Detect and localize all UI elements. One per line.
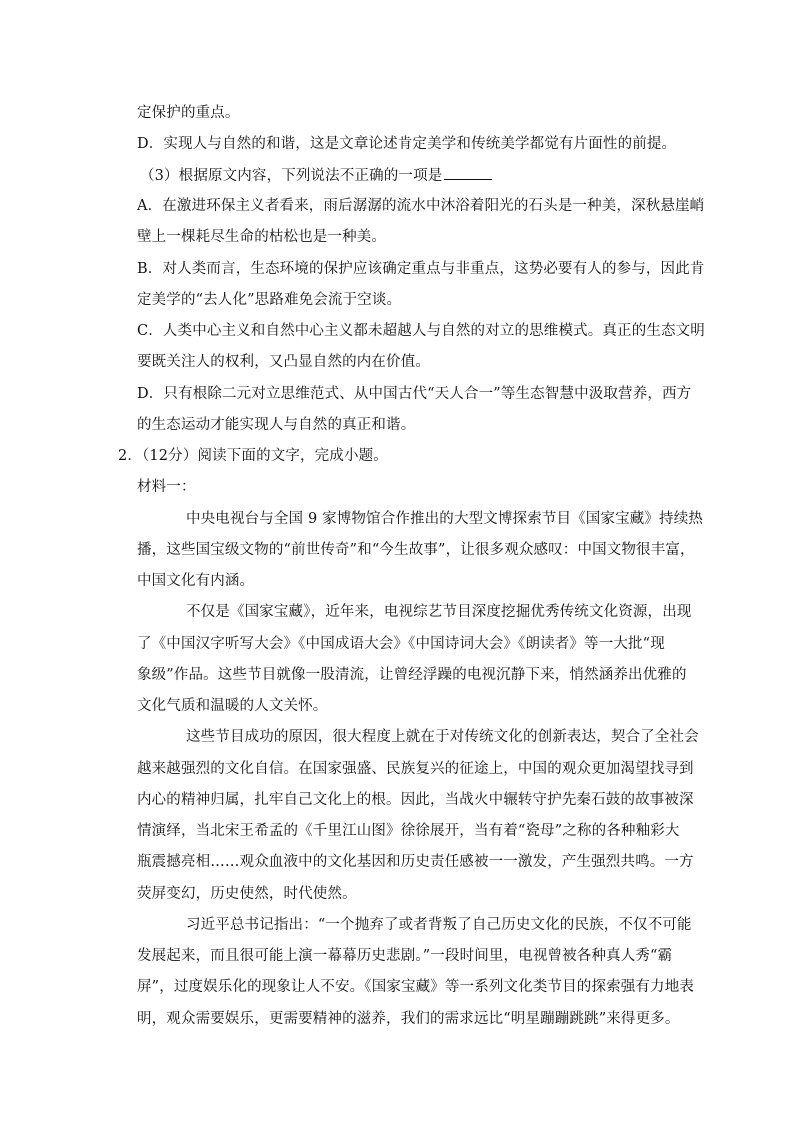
paragraph-2-line4: 文化气质和温暖的人文关怀。 <box>137 698 328 714</box>
option-b-line2: 定美学的“去人化”思路难免会流于空谈。 <box>137 292 402 308</box>
option-b-line1: B．对人类而言，生态环境的保护应该确定重点与非重点，这势必要有人的参与，因此肯 <box>137 261 705 277</box>
option-c-line2: 要既关注人的权利，又凸显自然的内在价值。 <box>137 354 430 370</box>
paragraph-2-line1: 不仅是《国家宝藏》，近年来，电视综艺节目深度挖掘优秀传统文化资源，出现 <box>186 604 692 620</box>
paragraph-2-line2: 了《中国汉字听写大会》《中国成语大会》《中国诗词大会》《朗读者》等一大批“现 <box>137 636 665 652</box>
question-2-header: 2．（12分）阅读下面的文字，完成小题。 <box>118 448 388 464</box>
paragraph-1-line2: 播，这些国宝级文物的“前世传奇”和“今生故事”，让很多观众感叹：中国文物很丰富， <box>137 542 695 558</box>
answer-blank <box>444 165 492 180</box>
option-d-line2: 的生态运动才能实现人与自然的真正和谐。 <box>137 417 416 433</box>
option-a-line2: 壁上一棵耗尽生命的枯松也是一种美。 <box>137 229 387 245</box>
option-d-prev: D．实现人与自然的和谐，这是文章论述肯定美学和传统美学都觉有片面性的前提。 <box>137 136 677 152</box>
option-c-line1: C．人类中心主义和自然中心主义都未超越人与自然的对立的思维模式。真正的生态文明 <box>137 323 705 339</box>
paragraph-3-line6: 荧屏变幻，历史使然，时代使然。 <box>137 886 357 902</box>
material-label: 材料一： <box>137 479 196 495</box>
paragraph-4-line3: 屏”，过度娱乐化的现象让人不安。《国家宝藏》等一系列文化类节目的探索强有力地表 <box>137 979 695 995</box>
paragraph-1-line3: 中国文化有内涵。 <box>137 573 255 589</box>
paragraph-2-line3: 象级”作品。这些节目就像一股清流，让曾经浮躁的电视沉静下来，悄然涵养出优雅的 <box>137 667 687 683</box>
paragraph-4-line4: 明，观众需要娱乐，更需要精神的滋养，我们的需求远比“明星蹦蹦跳跳”来得更多。 <box>137 1011 680 1027</box>
question-3-stem <box>140 165 492 186</box>
text-line: 定保护的重点。 <box>137 105 240 121</box>
paragraph-4-line2: 发展起来，而且很可能上演一幕幕历史悲剧。”一段时间里，电视曾被各种真人秀“霸 <box>137 948 673 964</box>
question-3-stem-text: （3）根据原文内容，下列说法不正确的一项是 <box>140 168 443 184</box>
option-d-line1: D．只有根除二元对立思维范式、从中国古代“天人合一”等生态智慧中汲取营养，西方 <box>137 386 692 402</box>
paragraph-3-line4: 情演绎，当北宋王希孟的《千里江山图》徐徐展开，当有着“瓷母”之称的各种釉彩大 <box>137 823 680 839</box>
paragraph-3-line2: 越来越强烈的文化自信。在国家强盛、民族复兴的征途上，中国的观众更加渴望找寻到 <box>137 761 694 777</box>
option-a-line1: A．在激进环保主义者看来，雨后潺潺的流水中沐浴着阳光的石头是一种美，深秋悬崖峭 <box>137 198 705 214</box>
paragraph-4-line1: 习近平总书记指出：“一个抛弃了或者背叛了自己历史文化的民族，不仅不可能 <box>186 917 692 933</box>
paragraph-1-line1: 中央电视台与全国 9 家博物馆合作推出的大型文博探索节目《国家宝藏》持续热 <box>186 511 703 527</box>
paragraph-3-line5: 瓶震撼亮相……观众血液中的文化基因和历史责任感被一一激发，产生强烈共鸣。一方 <box>137 854 694 870</box>
paragraph-3-line3: 内心的精神归属，扎牢自己文化上的根。因此，当战火中辗转守护先秦石鼓的故事被深 <box>137 792 694 808</box>
paragraph-3-line1: 这些节目成功的原因，很大程度上就在于对传统文化的创新表达，契合了全社会 <box>186 729 699 745</box>
